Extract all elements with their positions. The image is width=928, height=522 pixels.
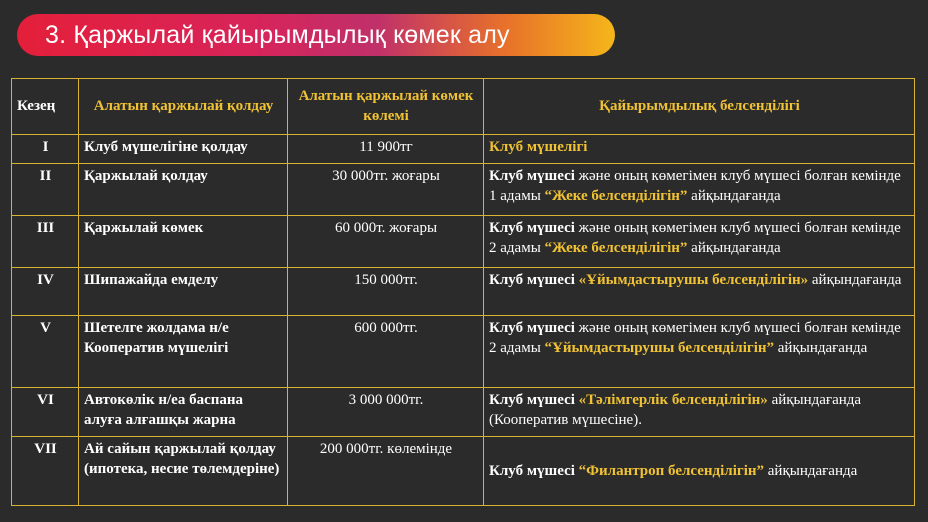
table-row [12, 437, 915, 506]
activity-text: және оның көмегімен клуб мүшесі болған кемінде 2 адамы [489, 320, 901, 356]
activity-member-label: Клуб мүшесі [489, 168, 575, 184]
activity-highlight: “Филантроп белсенділігін” [578, 462, 765, 479]
activity-highlight: Клуб мүшелігі [489, 139, 588, 155]
row-activity [484, 316, 915, 388]
charity-support-table [11, 78, 915, 506]
header-activity: Қайырымдылық белсенділігі [484, 79, 915, 135]
row-amount: 150 000тг. [288, 268, 484, 316]
row-period: I [12, 135, 79, 164]
table-row [12, 216, 915, 268]
row-amount: 60 000т. жоғары [288, 216, 484, 268]
row-amount: 11 900тг [288, 135, 484, 164]
row-amount: 200 000тг. көлемінде [288, 437, 484, 506]
activity-highlight: “Жеке белсенділігін” [544, 188, 688, 204]
title-banner [17, 14, 615, 56]
row-period: VII [12, 437, 79, 506]
row-period: V [12, 316, 79, 388]
activity-text: айқындағанда [774, 340, 868, 356]
header-amount: Алатын қаржылай көмек көлемі [288, 79, 484, 135]
activity-text: айқындағанда [764, 462, 858, 479]
row-activity [484, 135, 915, 164]
activity-member-label: Клуб мүшесі [489, 462, 579, 479]
activity-text: айқындағанда [808, 272, 902, 288]
row-activity [484, 216, 915, 268]
activity-highlight: “Жеке белсенділігін” [544, 240, 688, 256]
row-support: Қаржылай көмек [79, 216, 288, 268]
row-activity [484, 164, 915, 216]
row-support: Ай сайын қаржылай қолдау (ипотека, несие төлемдеріне) [79, 437, 288, 506]
activity-highlight: «Ұйымдастырушы белсенділігін» [578, 272, 809, 288]
row-period: III [12, 216, 79, 268]
row-support: Қаржылай қолдау [79, 164, 288, 216]
activity-member-label: Клуб мүшесі [489, 220, 575, 236]
activity-highlight: «Тәлімгерлік белсенділігін» [578, 392, 768, 408]
table-row [12, 164, 915, 216]
row-support: Автокөлік н/еа баспана алуға алғашқы жарна [79, 388, 288, 437]
table-row [12, 135, 915, 164]
activity-text: айқындағанда [687, 188, 781, 204]
activity-member-label: Клуб мүшесі [489, 392, 579, 408]
row-amount: 30 000тг. жоғары [288, 164, 484, 216]
activity-text: айқындағанда (Кооператив мүшесіне). [489, 392, 862, 428]
table-row [12, 268, 915, 316]
table-row [12, 316, 915, 388]
table-row [12, 388, 915, 437]
row-period: II [12, 164, 79, 216]
row-amount: 3 000 000тг. [288, 388, 484, 437]
page-title: 3. Қаржылай қайырымдылық көмек алу [45, 20, 510, 49]
header-period: Кезең [12, 79, 79, 135]
activity-member-label: Клуб мүшесі [489, 272, 579, 288]
activity-highlight: “Ұйымдастырушы белсенділігін” [544, 340, 775, 356]
activity-text: және оның көмегімен клуб мүшесі болған кемінде 2 адамы [489, 220, 901, 256]
row-period: IV [12, 268, 79, 316]
activity-text: және оның көмегімен клуб мүшесі болған кемінде 1 адамы [489, 168, 901, 204]
header-support: Алатын қаржылай қолдау [79, 79, 288, 135]
row-activity [484, 268, 915, 316]
row-amount: 600 000тг. [288, 316, 484, 388]
row-activity [484, 437, 915, 506]
row-support: Шетелге жолдама н/е Кооператив мүшелігі [79, 316, 288, 388]
row-support: Шипажайда емделу [79, 268, 288, 316]
row-support: Клуб мүшелігіне қолдау [79, 135, 288, 164]
activity-member-label: Клуб мүшесі [489, 320, 575, 336]
row-period: VI [12, 388, 79, 437]
row-activity [484, 388, 915, 437]
table-header-row [12, 79, 915, 135]
activity-text: айқындағанда [687, 240, 781, 256]
